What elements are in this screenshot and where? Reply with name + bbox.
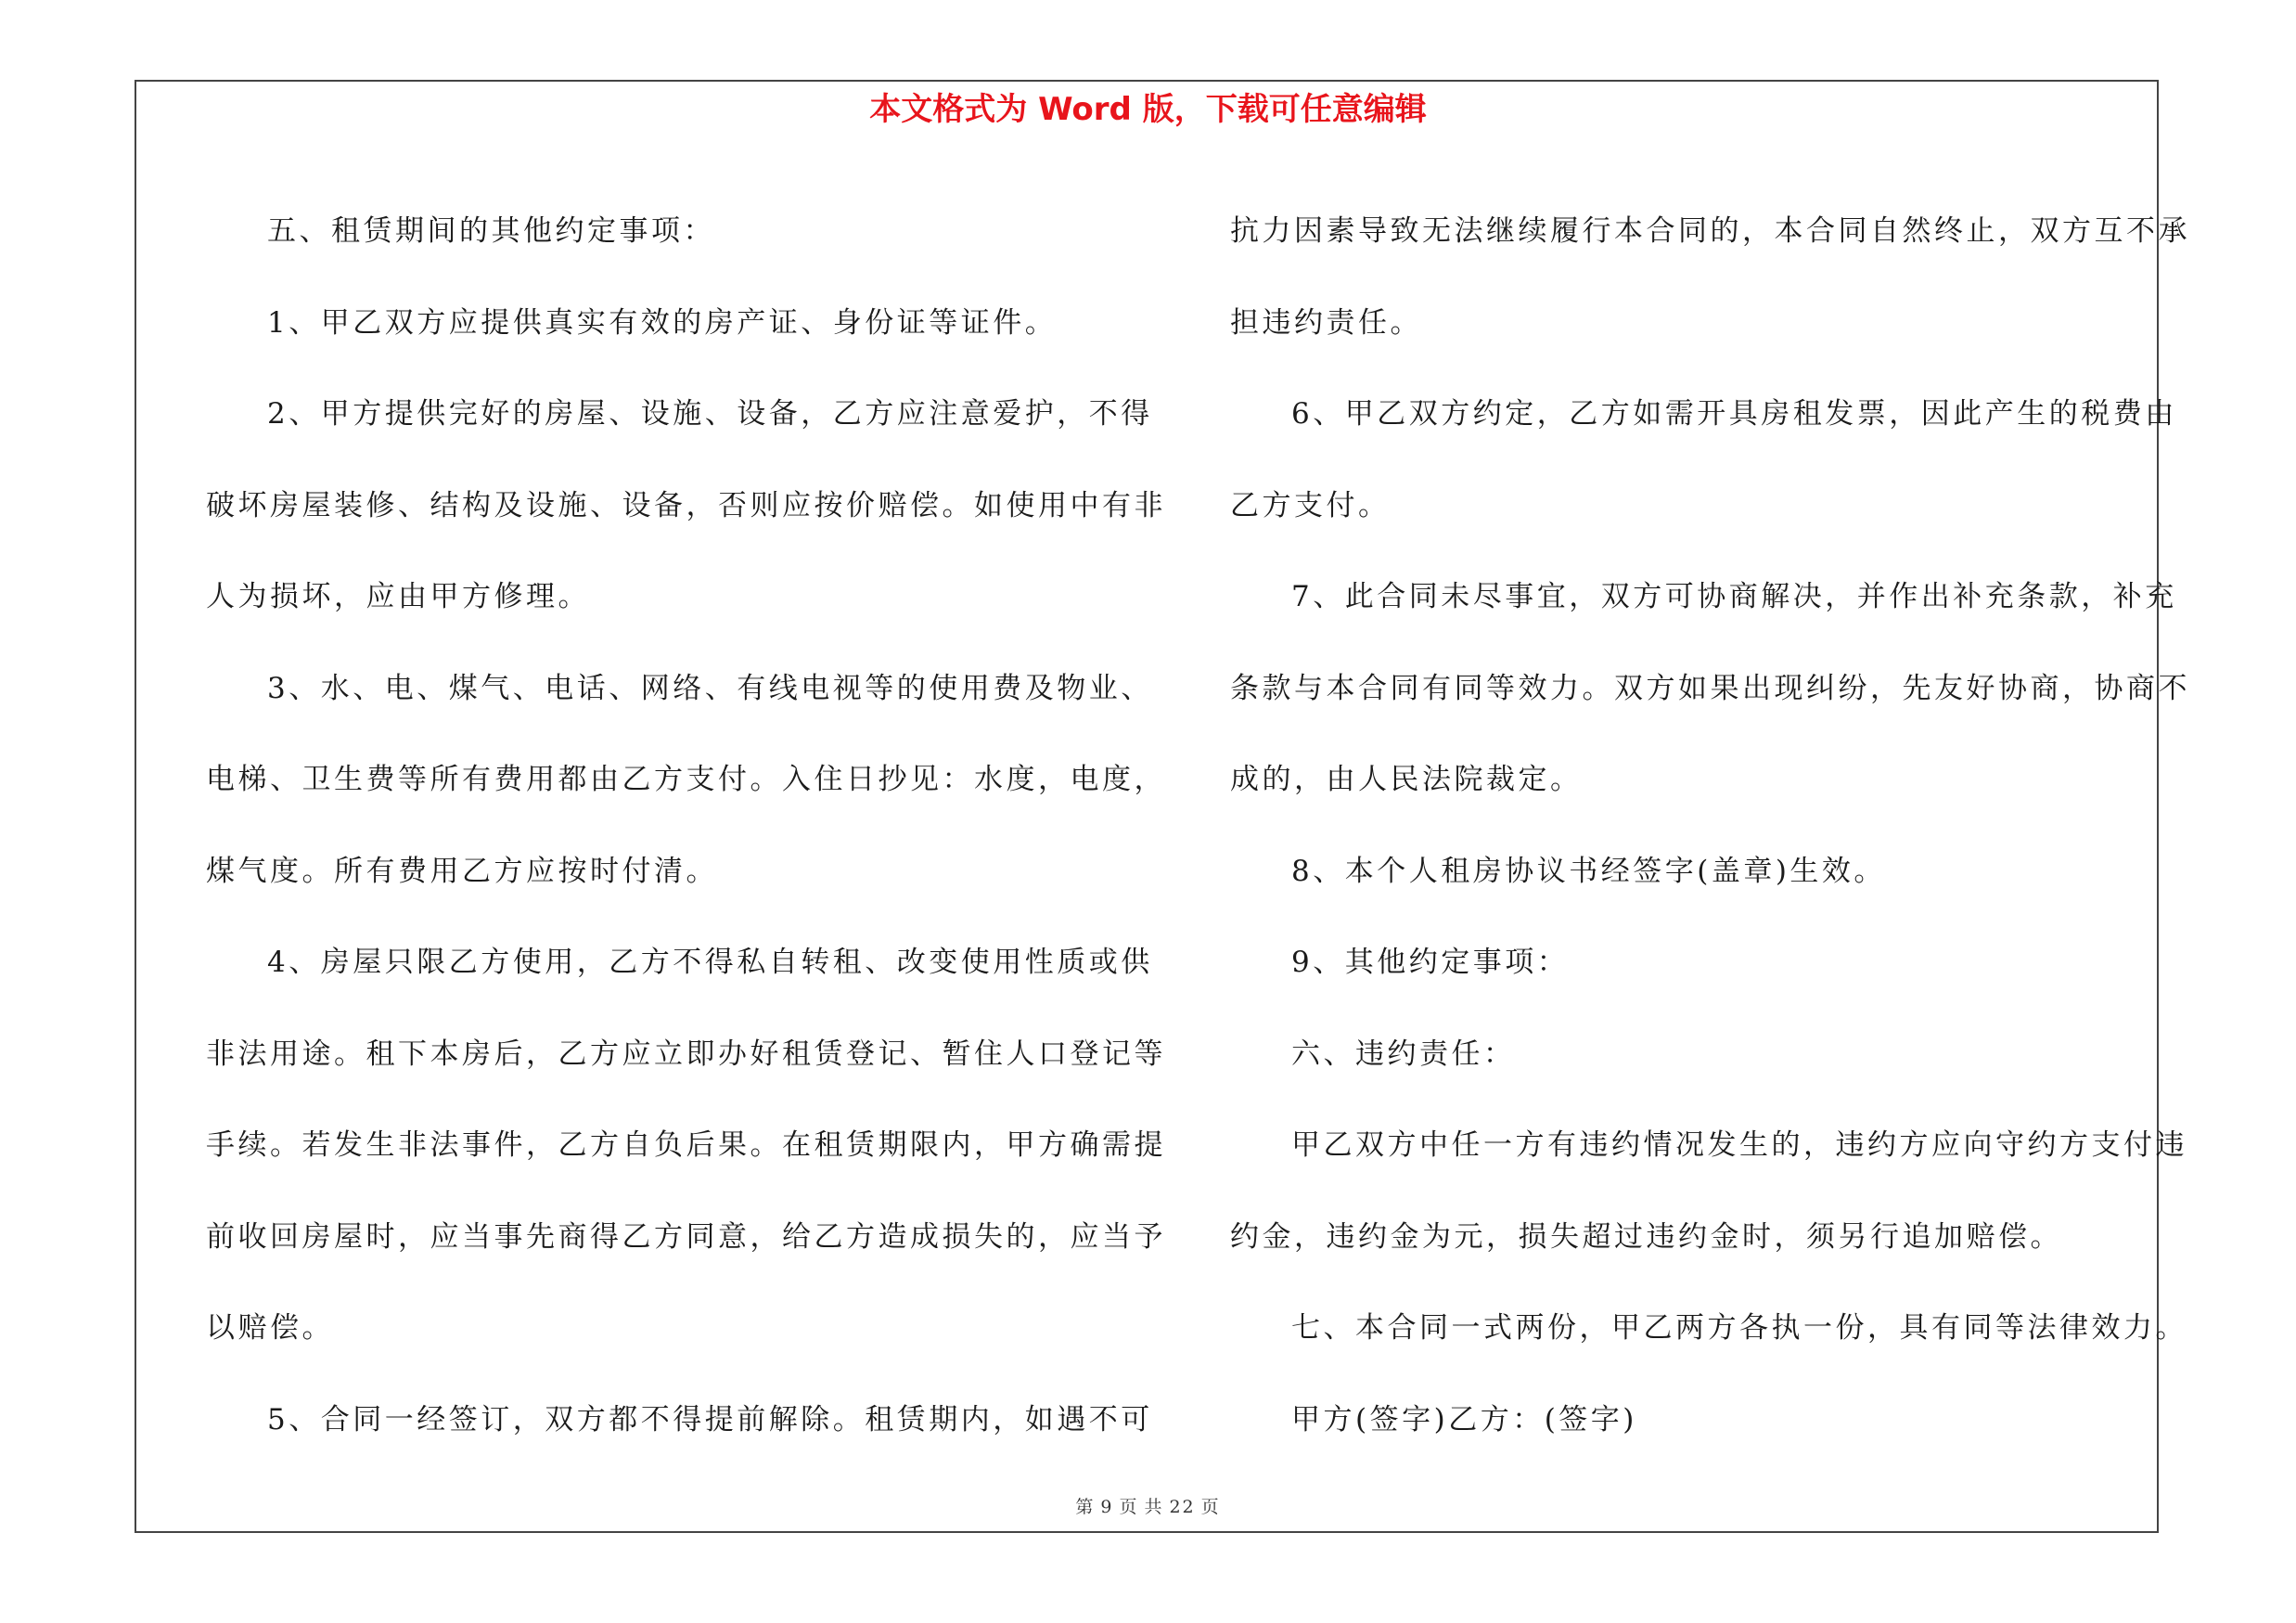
left-line-11: 前收回房屋时，应当事先商得乙方同意，给乙方造成损失的，应当予 bbox=[206, 1219, 1166, 1254]
left-line-0: 五、租赁期间的其他约定事项： bbox=[267, 214, 715, 248]
footer-page-word: 页 bbox=[1119, 1497, 1139, 1517]
right-column bbox=[1230, 186, 2190, 1465]
left-line-2: 2、甲方提供完好的房屋、设施、设备，乙方应注意爱护，不得 bbox=[267, 397, 1153, 431]
word-format-banner: 本文格式为 Word 版，下载可任意编辑 bbox=[869, 91, 1427, 128]
right-line-8: 9、其他约定事项： bbox=[1291, 946, 1570, 979]
right-line-13: 甲方(签字)乙方：(签字) bbox=[1291, 1402, 1637, 1436]
left-line-3: 破坏房屋装修、结构及设施、设备，否则应按价赔偿。如使用中有非 bbox=[206, 488, 1166, 522]
right-line-10: 甲乙双方中任一方有违约情况发生的，违约方应向守约方支付违 bbox=[1291, 1128, 2187, 1162]
left-column bbox=[206, 186, 1166, 1465]
left-line-1: 1、甲乙双方应提供真实有效的房产证、身份证等证件。 bbox=[267, 305, 1058, 340]
left-line-10: 手续。若发生非法事件，乙方自负后果。在租赁期限内，甲方确需提 bbox=[206, 1128, 1166, 1162]
right-line-6: 成的，由人民法院裁定。 bbox=[1230, 763, 1583, 796]
right-line-0: 抗力因素导致无法继续履行本合同的，本合同自然终止，双方互不承 bbox=[1230, 214, 2190, 248]
left-line-7: 煤气度。所有费用乙方应按时付清。 bbox=[206, 854, 718, 888]
footer-suffix: 页 bbox=[1200, 1497, 1221, 1517]
footer-total-pages: 22 bbox=[1169, 1497, 1196, 1517]
footer-prefix: 第 bbox=[1075, 1497, 1096, 1517]
left-line-9: 非法用途。租下本房后，乙方应立即办好租赁登记、暂住人口登记等 bbox=[206, 1037, 1166, 1071]
footer-page-number: 9 bbox=[1100, 1497, 1114, 1517]
right-line-12: 七、本合同一式两份，甲乙两方各执一份，具有同等法律效力。 bbox=[1291, 1311, 2187, 1345]
right-line-7: 8、本个人租房协议书经签字(盖章)生效。 bbox=[1291, 854, 1886, 888]
right-line-2: 6、甲乙双方约定，乙方如需开具房租发票，因此产生的税费由 bbox=[1291, 397, 2177, 431]
right-line-1: 担违约责任。 bbox=[1230, 305, 1422, 340]
left-line-4: 人为损坏，应由甲方修理。 bbox=[206, 580, 590, 613]
right-line-9: 六、违约责任： bbox=[1291, 1037, 1516, 1071]
right-line-5: 条款与本合同有同等效力。双方如果出现纠纷，先友好协商，协商不 bbox=[1230, 671, 2190, 705]
right-line-4: 7、此合同未尽事宜，双方可协商解决，并作出补充条款，补充 bbox=[1291, 580, 2177, 613]
left-line-13: 5、合同一经签订，双方都不得提前解除。租赁期内，如遇不可 bbox=[267, 1402, 1153, 1436]
footer-total-word: 共 bbox=[1144, 1497, 1164, 1517]
right-line-11: 约金，违约金为元，损失超过违约金时，须另行追加赔偿。 bbox=[1230, 1219, 2062, 1254]
right-line-3: 乙方支付。 bbox=[1230, 488, 1391, 522]
left-line-6: 电梯、卫生费等所有费用都由乙方支付。入住日抄见：水度，电度， bbox=[206, 763, 1166, 796]
left-line-8: 4、房屋只限乙方使用，乙方不得私自转租、改变使用性质或供 bbox=[267, 946, 1153, 979]
left-line-5: 3、水、电、煤气、电话、网络、有线电视等的使用费及物业、 bbox=[267, 671, 1153, 705]
page-number-footer bbox=[0, 1494, 2296, 1520]
left-line-12: 以赔偿。 bbox=[206, 1311, 334, 1345]
